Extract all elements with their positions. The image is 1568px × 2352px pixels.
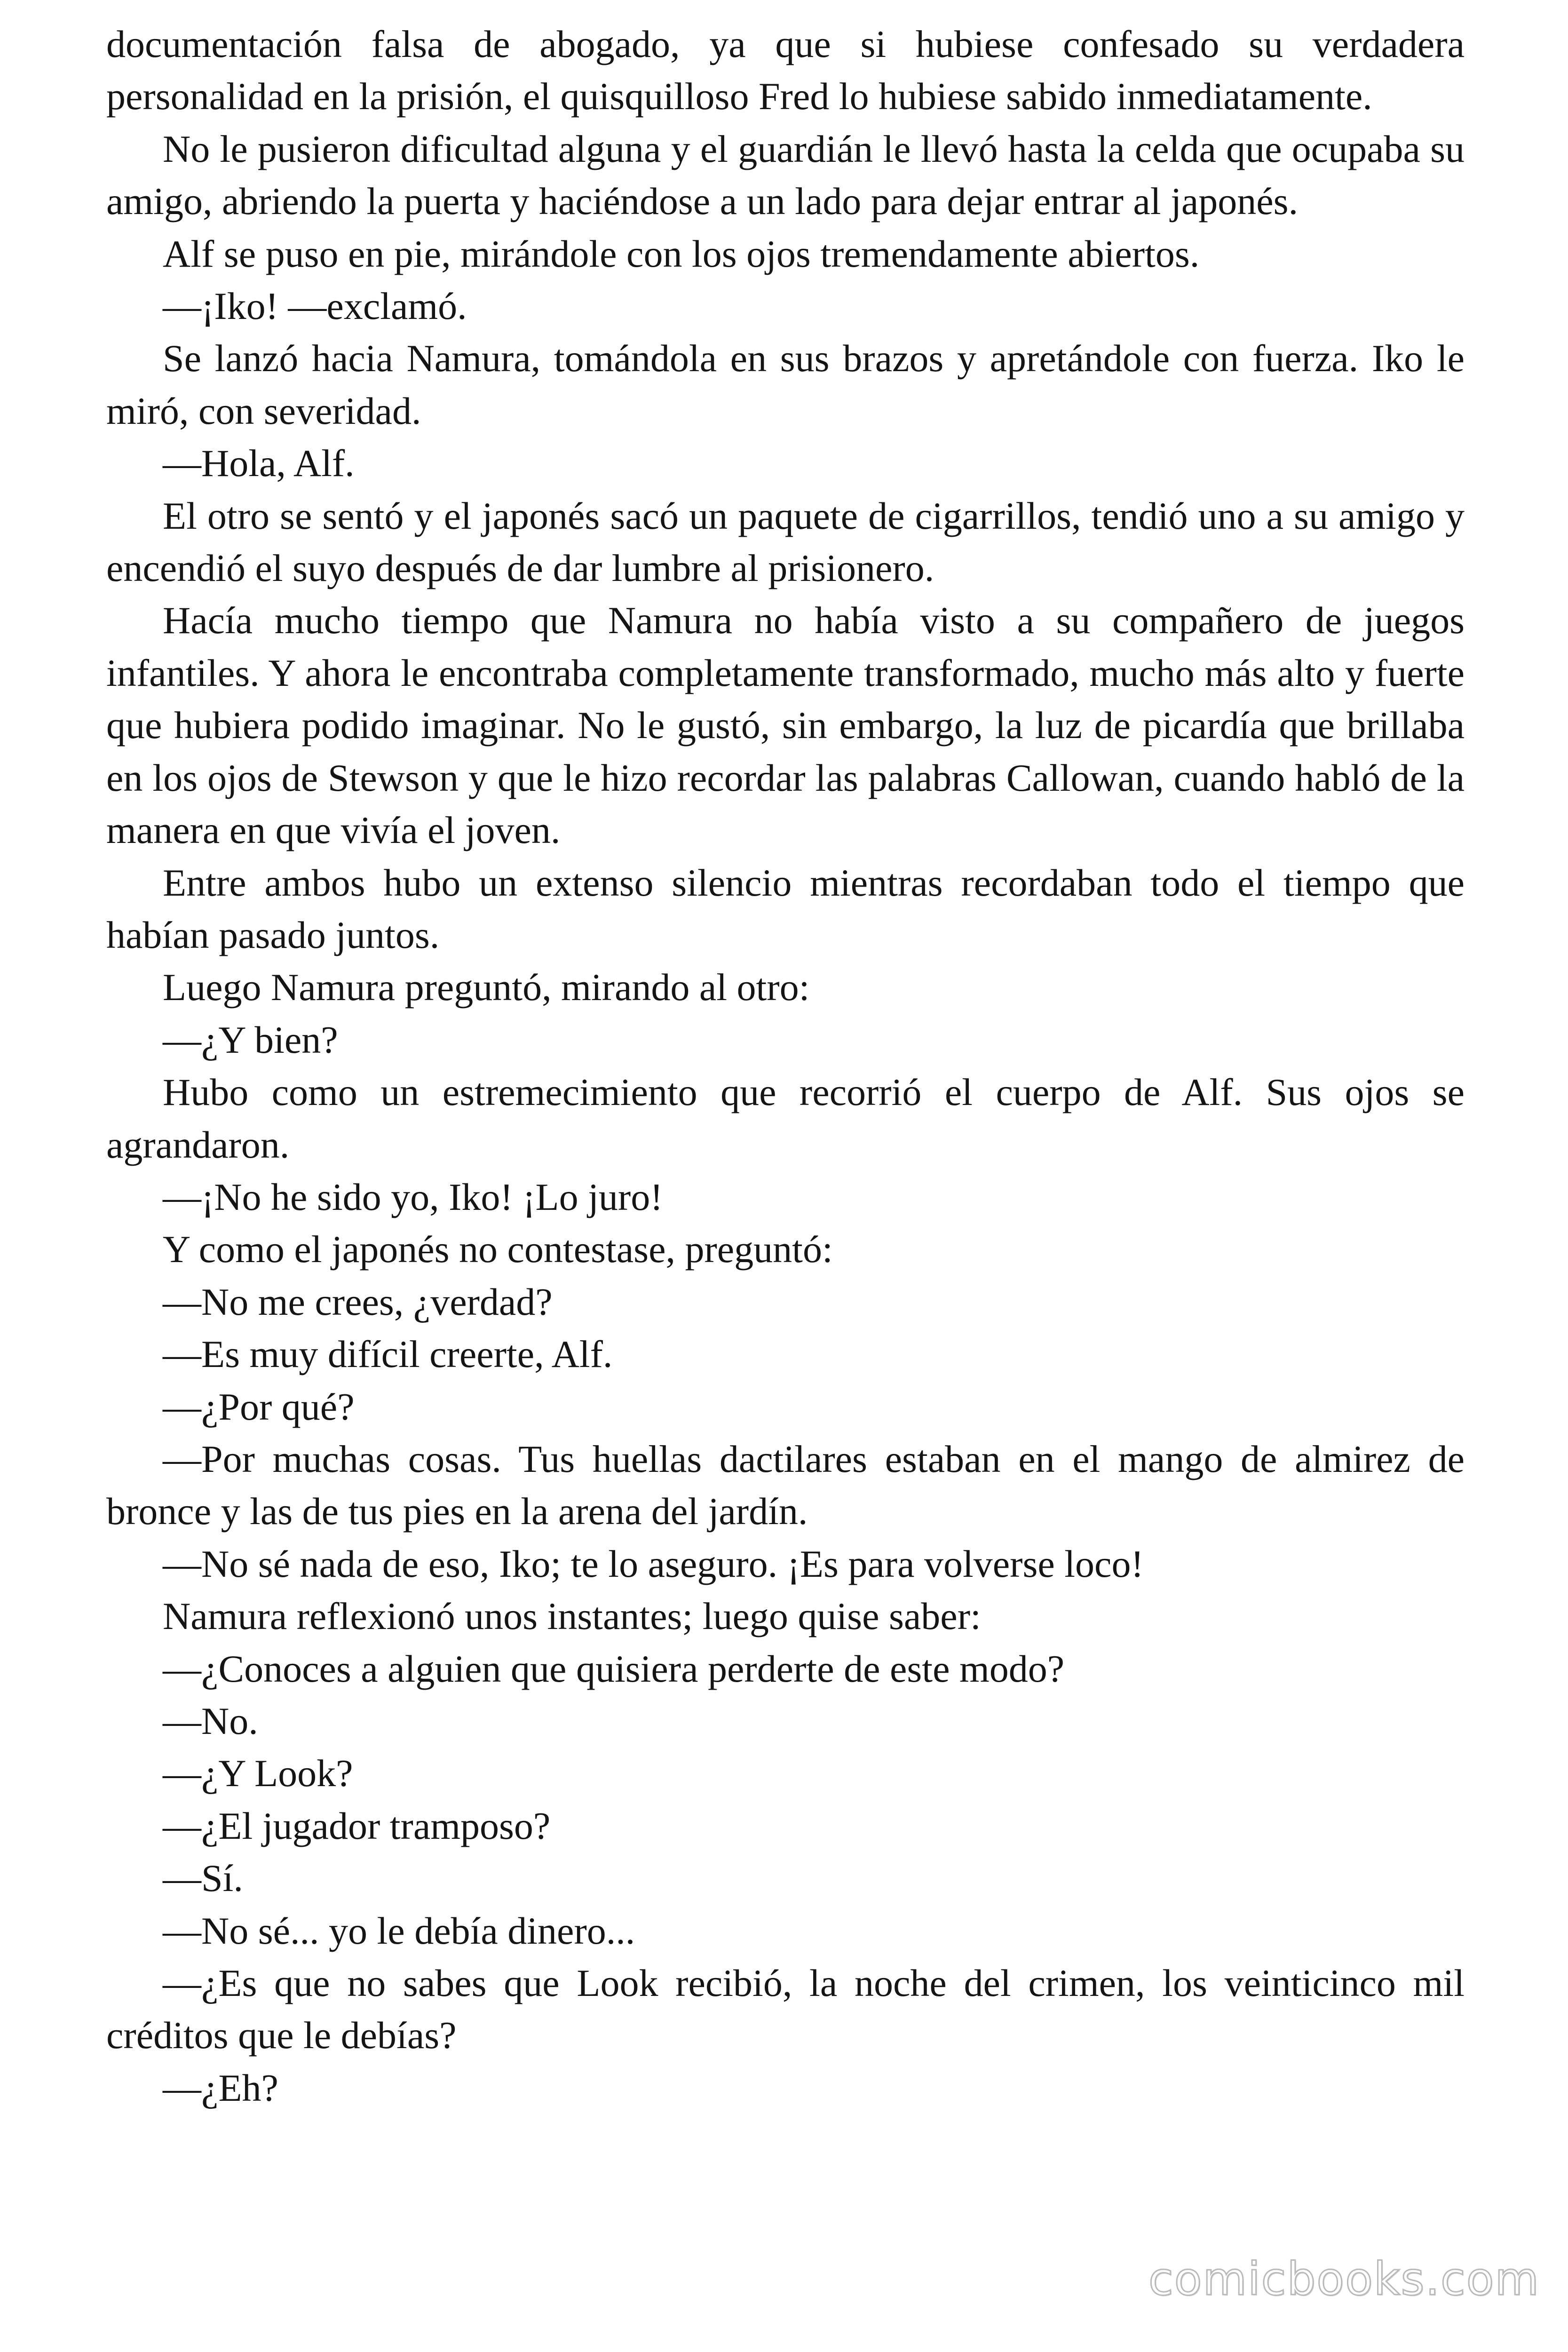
paragraph: —Sí. (163, 1857, 243, 1900)
paragraph: —Es muy difícil creerte, Alf. (163, 1333, 613, 1376)
paragraph: documentación falsa de abogado, ya que si hubiese confesado su verdadera personalidad en la prisión, el quisquilloso Fred lo hubiese sabido inmediatamente. (106, 23, 1465, 118)
paragraph: No le pusieron dificultad alguna y el guardián le llevó hasta la celda que ocupaba su amigo, abriendo la puerta y haciéndose a un lado para dejar entrar al japonés. (106, 127, 1465, 223)
paragraph: —¿El jugador tramposo? (163, 1804, 551, 1847)
paragraph: —No. (163, 1700, 258, 1742)
paragraph: Alf se puso en pie, mirándole con los ojos tremendamente abiertos. (163, 232, 1200, 275)
paragraph: —¿Y bien? (163, 1018, 338, 1061)
paragraph: —No me crees, ¿verdad? (163, 1280, 553, 1323)
paragraph: Y como el japonés no contestase, preguntó: (163, 1228, 833, 1271)
paragraph: —¡Iko! —exclamó. (163, 285, 467, 328)
paragraph: Entre ambos hubo un extenso silencio mientras recordaban todo el tiempo que habían pasado juntos. (106, 861, 1465, 956)
paragraph: —Por muchas cosas. Tus huellas dactilares estaban en el mango de almirez de bronce y las de tus pies en la arena del jardín. (106, 1437, 1465, 1533)
paragraph: Se lanzó hacia Namura, tomándola en sus brazos y apretándole con fuerza. Iko le miró, con severidad. (106, 337, 1465, 432)
paragraph: El otro se sentó y el japonés sacó un paquete de cigarrillos, tendió uno a su amigo y encendió el suyo después de dar lumbre al prisionero. (106, 494, 1465, 590)
paragraph: —¿Conoces a alguien que quisiera perderte de este modo? (163, 1647, 1065, 1690)
watermark: comicbooks.com (1148, 2253, 1540, 2305)
book-page-text (106, 18, 1465, 2114)
paragraph: —Hola, Alf. (163, 442, 355, 485)
paragraph: —¿Eh? (163, 2066, 278, 2109)
paragraph: Hubo como un estremecimiento que recorrió el cuerpo de Alf. Sus ojos se agrandaron. (106, 1071, 1465, 1166)
paragraph: —No sé nada de eso, Iko; te lo aseguro. ¡Es para volverse loco! (163, 1542, 1144, 1585)
paragraph: —No sé... yo le debía dinero... (163, 1909, 635, 1952)
paragraph: —¿Y Look? (163, 1752, 353, 1795)
paragraph: —¿Es que no sabes que Look recibió, la noche del crimen, los veinticinco mil créditos que le debías? (106, 1962, 1465, 2057)
paragraph: Luego Namura preguntó, mirando al otro: (163, 966, 810, 1009)
paragraph: Hacía mucho tiempo que Namura no había visto a su compañero de juegos infantiles. Y ahora le encontraba completamente transformado, mucho más alto y fuerte que hubiera podido imaginar. No le gustó, sin embargo, la luz de picardía que brillaba en los ojos de Stewson y que le hizo recordar las palabras Callowan, cuando habló de la manera en que vivía el joven. (106, 599, 1465, 852)
paragraph: —¿Por qué? (163, 1385, 355, 1428)
paragraph: —¡No he sido yo, Iko! ¡Lo juro! (163, 1175, 663, 1218)
paragraph: Namura reflexionó unos instantes; luego quise saber: (163, 1595, 981, 1638)
